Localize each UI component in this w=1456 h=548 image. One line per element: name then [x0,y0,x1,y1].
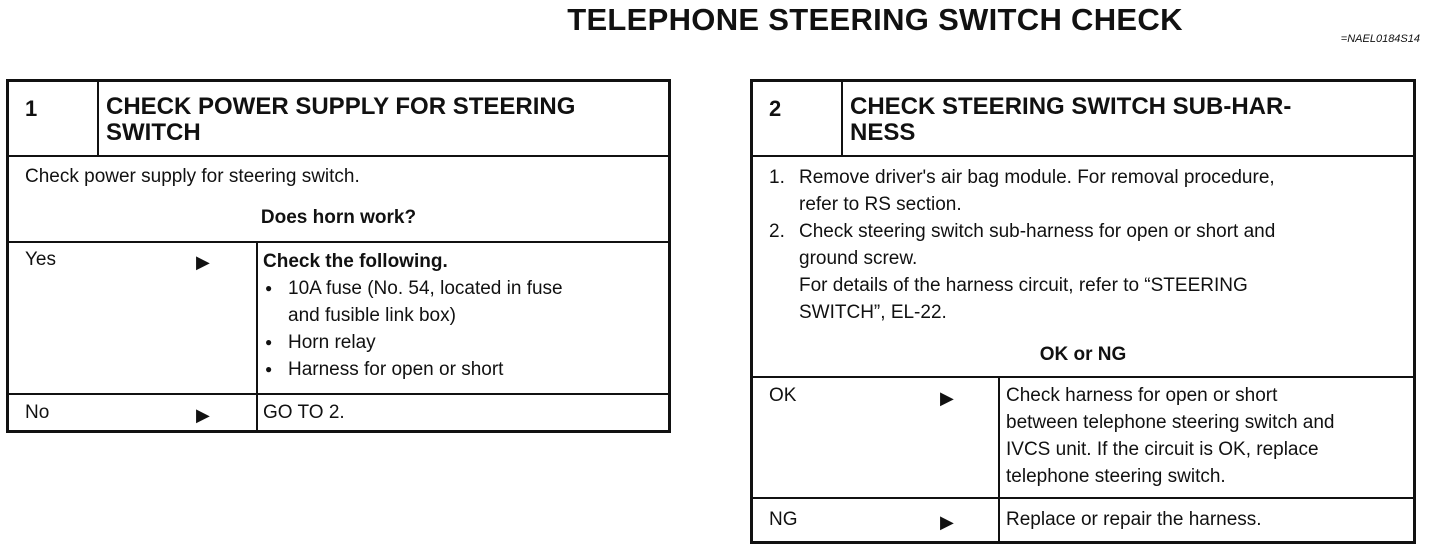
step-1-result-no-row [9,393,668,430]
arrow-icon: ▶ [196,252,210,272]
step-1-result-yes-action [263,248,663,383]
arrow-icon: ▶ [940,388,954,408]
step-2-title-line-1: CHECK STEERING SWITCH SUB-HAR- [850,93,1292,120]
step-1-bullet: ● 10A fuse (No. 54, located in fuse and fusible link box) [263,275,663,329]
step-1-box [6,79,671,433]
step-2-instructions [769,164,1399,326]
step-2-title-line-2: NESS [850,119,916,146]
step-2-result-ng-row [753,497,1413,541]
step-2-header [753,82,1413,155]
step-2-title [850,94,1291,146]
step-1-bullet: ● Harness for open or short [263,356,663,383]
step-1-instruction: Check power supply for steering switch. [25,166,360,187]
step-1-result-yes-row [9,241,668,393]
page-title-text: TELEPHONE STEERING SWITCH CHECK [567,2,1183,37]
step-1-instruction-row [9,155,668,241]
step-2-result-ok-label: OK [769,385,797,406]
step-1-title [106,94,575,146]
step-1-result-yes-label: Yes [25,249,56,270]
step-2-instruction-row [753,155,1413,376]
step-2-item: 1. Remove driver's air bag module. For removal procedure, refer to RS section. [769,167,1275,215]
step-2-box [750,79,1416,544]
step-2-result-ng-action: Replace or repair the harness. [1006,509,1262,530]
step-1-bullet: ● Horn relay [263,329,663,356]
step-2-number: 2 [769,96,782,121]
step-2-question: OK or NG [1039,344,1127,365]
arrow-icon: ▶ [940,512,954,532]
step-1-result-no-label: No [25,402,50,423]
step-1-question: Does horn work? [260,207,417,228]
reference-code: =NAEL0184S14 [1340,33,1420,45]
step-1-title-line-1: CHECK POWER SUPPLY FOR STEERING [106,93,576,120]
step-1-header [9,82,668,155]
step-2-result-ok-action: Check harness for open or short between telephone steering switch and IVCS unit. If the circuit is OK, replace telephone steering switch. [1006,385,1335,487]
step-2-result-ng-label: NG [769,509,798,530]
step-1-result-no-action: GO TO 2. [263,402,345,423]
step-1-action-heading: Check the following. [263,251,448,272]
step-2-item: 2. Check steering switch sub-harness for open or short and ground screw. For details of the harness circuit, refer to “STEERING SWITCH”, EL-22. [769,218,1399,326]
step-2-details: For details of the harness circuit, refer to “STEERING [799,275,1248,296]
page-title [0,2,1456,38]
step-1-title-line-2: SWITCH [106,119,201,146]
step-2-result-ok-row [753,376,1413,497]
arrow-icon: ▶ [196,405,210,425]
step-1-number: 1 [25,96,38,121]
